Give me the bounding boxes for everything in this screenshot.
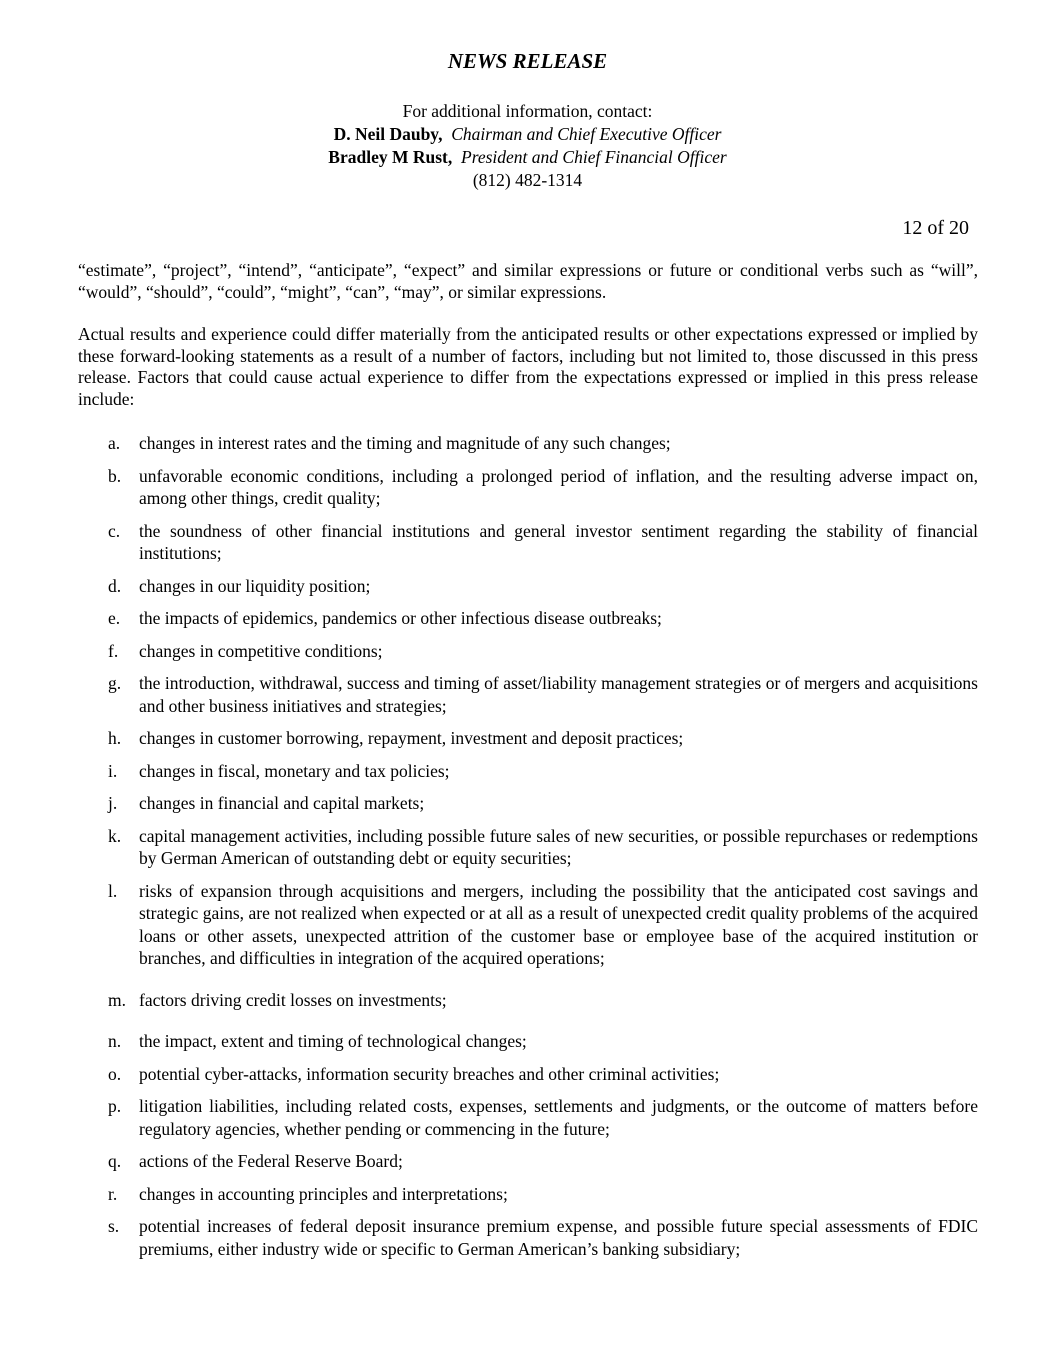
list-item (108, 607, 978, 630)
contact-intro: For additional information, contact: (402, 101, 653, 121)
list-letter: a. (108, 433, 121, 453)
list-text: capital management activities, including possible future sales of new securities, or possible repurchases or redemptions by German American of outstanding debt or equity securities; (139, 825, 978, 868)
list-item (108, 792, 978, 815)
list-text: factors driving credit losses on investments; (139, 989, 447, 1010)
contact-role: President and Chief Financial Officer (461, 147, 727, 167)
list-item (108, 465, 978, 510)
list-letter: j. (108, 793, 118, 813)
list-text: changes in accounting principles and interpretations; (139, 1183, 508, 1204)
list-item (108, 1150, 978, 1173)
list-letter: m. (108, 989, 126, 1010)
list-letter: f. (108, 640, 119, 661)
list-text: changes in fiscal, monetary and tax policies; (139, 760, 450, 781)
list-item (108, 825, 978, 870)
list-text: unfavorable economic conditions, including a prolonged period of inflation, and the resulting adverse impact on, among other things, credit quality; (139, 465, 978, 508)
list-letter: r. (108, 1183, 118, 1204)
list-text: risks of expansion through acquisitions and mergers, including the possibility that the anticipated cost savings and strategic gains, are not realized when expected or at all as a result of unexpected credit quality problems of the acquired loans or other assets, unexpected attrition of the customer base or employee base of the acquired institution or branches, and difficulties in integration of the acquired operations; (139, 880, 978, 968)
list-text: the introduction, withdrawal, success and timing of asset/liability management strategies or of mergers and acquisitions and other business initiatives and strategies; (139, 673, 978, 716)
list-item (108, 1030, 978, 1053)
list-letter: l. (108, 880, 118, 901)
list-item (108, 672, 978, 717)
list-text: potential cyber-attacks, information security breaches and other criminal activities; (139, 1063, 720, 1084)
contact-phone: (812) 482-1314 (472, 170, 583, 190)
list-letter: q. (108, 1151, 122, 1171)
list-letter: b. (108, 465, 122, 486)
list-text: potential increases of federal deposit insurance premium expense, and possible future special assessments of FDIC premiums, either industry wide or specific to German American’s banking subsidiary; (139, 1216, 978, 1259)
contact-role: Chairman and Chief Executive Officer (451, 124, 722, 144)
contact-cfo (0, 146, 1055, 169)
list-text: the soundness of other financial institutions and general investor sentiment regarding the stability of financial institutions; (139, 520, 978, 563)
list-item (108, 727, 978, 750)
list-item (108, 640, 978, 663)
list-letter: o. (108, 1063, 122, 1084)
list-item (108, 989, 978, 1012)
list-text: changes in interest rates and the timing and magnitude of any such changes; (139, 433, 671, 453)
list-letter: i. (108, 760, 118, 781)
list-text: changes in our liquidity position; (139, 575, 371, 596)
list-letter: g. (108, 673, 122, 693)
list-letter: c. (108, 520, 121, 541)
contact-block (0, 100, 1055, 192)
list-item (108, 520, 978, 565)
contact-name: D. Neil Dauby, (333, 124, 443, 144)
page-number: 12 of 20 (902, 217, 969, 239)
list-letter: s. (108, 1216, 120, 1236)
list-item (108, 1215, 978, 1260)
contact-name: Bradley M Rust, (328, 147, 453, 167)
list-item (108, 880, 978, 970)
list-letter: n. (108, 1031, 122, 1051)
list-text: changes in financial and capital markets; (139, 793, 425, 813)
paragraph-continuation: “estimate”, “project”, “intend”, “anticipate”, “expect” and similar expressions or future or conditional verbs such as “will”, “would”, “should”, “could”, “might”, “can”, “may”, or similar expressions. (78, 260, 978, 302)
list-letter: e. (108, 608, 121, 628)
list-text: the impact, extent and timing of technological changes; (139, 1031, 527, 1051)
list-letter: k. (108, 825, 122, 846)
list-text: changes in competitive conditions; (139, 640, 383, 661)
list-text: litigation liabilities, including related costs, expenses, settlements and judgments, or the outcome of matters before regulatory agencies, whether pending or commencing in the future; (139, 1096, 978, 1139)
factors-list (108, 432, 978, 1260)
list-item (108, 432, 978, 455)
list-item (108, 575, 978, 598)
list-letter: p. (108, 1096, 122, 1116)
list-item (108, 1183, 978, 1206)
list-item (108, 1095, 978, 1140)
list-text: actions of the Federal Reserve Board; (139, 1151, 403, 1171)
list-item (108, 1063, 978, 1086)
document-title: NEWS RELEASE (447, 49, 608, 73)
list-letter: h. (108, 728, 122, 748)
list-text: the impacts of epidemics, pandemics or other infectious disease outbreaks; (139, 608, 662, 628)
list-text: changes in customer borrowing, repayment, investment and deposit practices; (139, 728, 684, 748)
list-item (108, 760, 978, 783)
contact-ceo (0, 123, 1055, 146)
paragraph-factors-intro: Actual results and experience could differ materially from the anticipated results or other expectations expressed or implied by these forward-looking statements as a result of a number of factors, including but not limited to, those discussed in this press release. Factors that could cause actual experience to differ from the expectations expressed or implied in this press release include: (78, 324, 978, 409)
list-letter: d. (108, 575, 122, 596)
